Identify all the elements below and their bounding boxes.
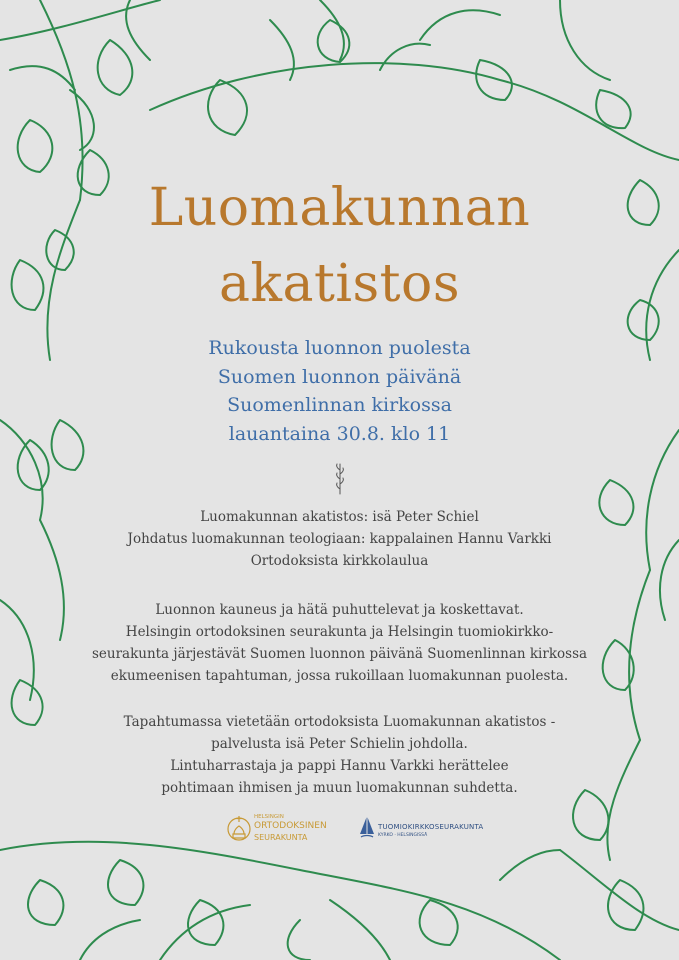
paragraph-1: [0, 599, 679, 687]
orthodox-logo-line-2: ORTODOKSINEN: [254, 821, 327, 831]
sail-cross-icon: [358, 814, 376, 842]
cathedral-logo-line-2: KYRKO · HELSINGISSÄ: [378, 833, 428, 838]
orthodox-logo-line-1: HELSINGIN: [254, 814, 284, 820]
title-line-2: akatistos: [218, 254, 461, 314]
title-line-1: Luomakunnan: [148, 178, 531, 238]
program-item: Ortodoksista kirkkolaulua: [250, 553, 429, 569]
paragraph-line: Luonnon kauneus ja hätä puhuttelevat ja koskettavat.: [155, 602, 524, 618]
program-item: Johdatus luomakunnan teologiaan: kappalainen Hannu Varkki: [127, 531, 552, 547]
church-domes-icon: [226, 812, 252, 844]
subtitle-line: Suomenlinnan kirkossa: [227, 394, 452, 416]
paragraph-line: ekumeenisen tapahtuman, jossa rukoillaan luomakunnan puolesta.: [110, 668, 569, 684]
subtitle-block: [0, 334, 679, 448]
subtitle-line: Suomen luonnon päivänä: [217, 365, 462, 388]
orthodox-parish-logo: [226, 810, 326, 846]
paragraph-2: [0, 711, 679, 799]
paragraph-line: Helsingin ortodoksinen seurakunta ja Helsingin tuomiokirkko-: [125, 624, 554, 640]
cathedral-logo-line-1: TUOMIOKIRKKOSEURAKUNTA: [378, 823, 484, 831]
paragraph-line: seurakunta järjestävät Suomen luonnon päivänä Suomenlinnan kirkossa: [91, 646, 588, 662]
paragraph-line: Lintuharrastaja ja pappi Hannu Varkki herättelee: [170, 758, 509, 774]
program-item: Luomakunnan akatistos: isä Peter Schiel: [200, 509, 479, 525]
paragraph-line: palvelusta isä Peter Schielin johdolla.: [211, 736, 468, 752]
subtitle-line: Rukousta luonnon puolesta: [208, 337, 471, 359]
paragraph-line: Tapahtumassa vietetään ortodoksista Luomakunnan akatistos -: [123, 714, 556, 730]
paragraph-line: pohtimaan ihmisen ja muun luomakunnan suhdetta.: [161, 780, 518, 796]
orthodox-logo-line-3: SEURAKUNTA: [254, 833, 308, 842]
subtitle-line: lauantaina 30.8. klo 11: [228, 422, 451, 445]
sprig-icon: [333, 462, 347, 496]
cathedral-parish-logo: [358, 814, 484, 842]
program-list: [0, 506, 679, 572]
